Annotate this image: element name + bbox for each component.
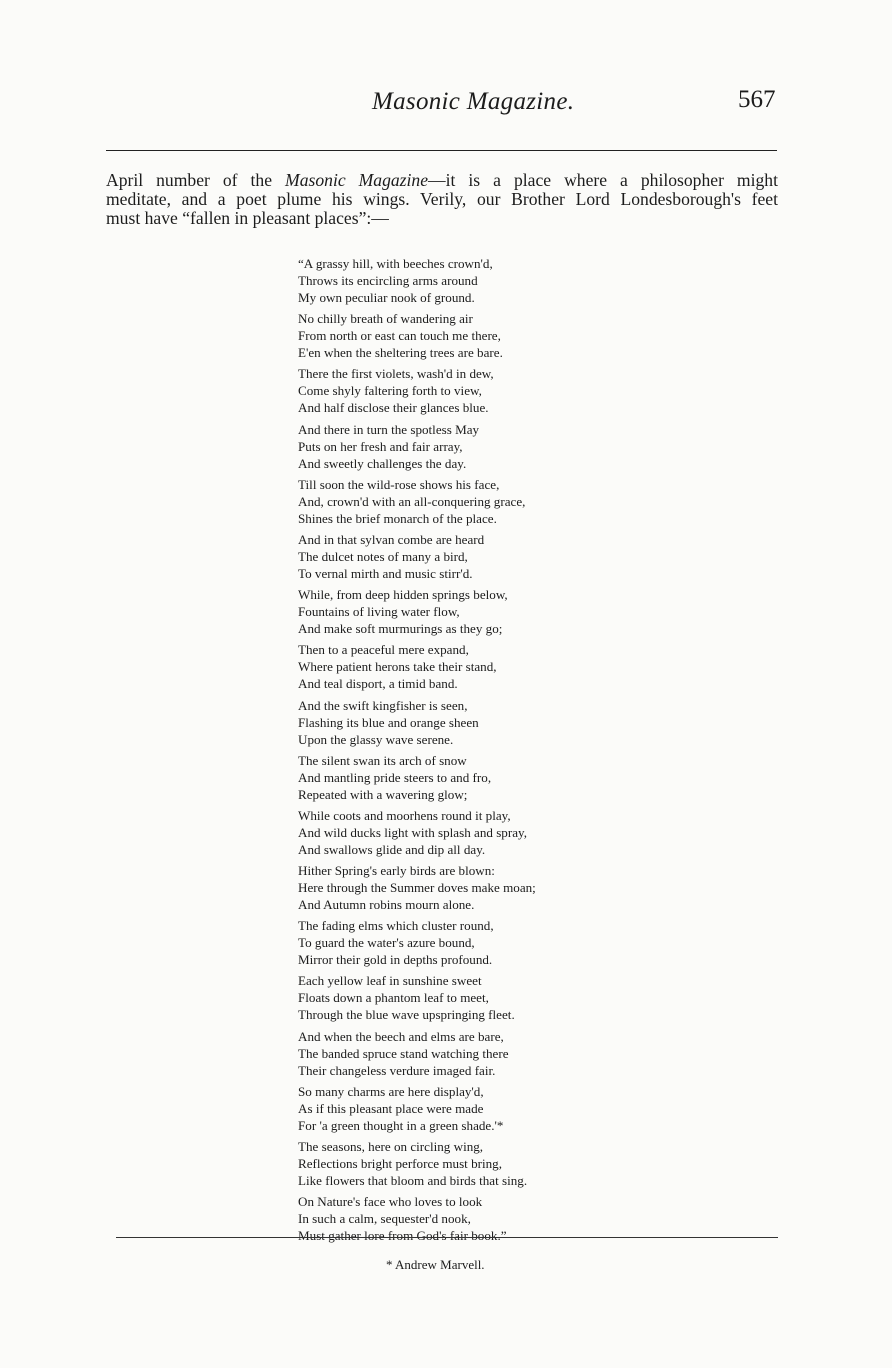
poem-line: As if this pleasant place were made bbox=[298, 1100, 484, 1116]
poem-line: While, from deep hidden springs below, bbox=[298, 587, 508, 603]
footnote: * Andrew Marvell. bbox=[386, 1257, 485, 1272]
poem-line: Here through the Summer doves make moan; bbox=[298, 880, 536, 896]
poem-line: “A grassy hill, with beeches crown'd, bbox=[298, 256, 493, 271]
poem-line: Reflections bright perforce must bring, bbox=[298, 1156, 502, 1171]
poem-line: Mirror their gold in depths profound. bbox=[298, 952, 493, 968]
poem-stanza bbox=[298, 421, 628, 472]
intro-line: meditate, and a poet plume his wings. Verily, our Brother Lord Londesborough's feet bbox=[106, 189, 778, 209]
poem-line: Must gather lore from God's fair book.” bbox=[298, 1228, 507, 1244]
poem-stanza bbox=[298, 641, 628, 692]
intro-line bbox=[106, 171, 778, 190]
poem-line: And when the beech and elms are bare, bbox=[298, 1028, 504, 1044]
page-number: 567 bbox=[738, 86, 776, 113]
poem-line: My own peculiar nook of ground. bbox=[298, 290, 475, 305]
poem-line: So many charms are here display'd, bbox=[298, 1083, 484, 1099]
poem-line: Like flowers that bloom and birds that sing. bbox=[298, 1173, 528, 1188]
magazine-title-italic: Masonic Magazine bbox=[285, 170, 429, 190]
poem-stanza bbox=[298, 972, 628, 1023]
page-header bbox=[0, 88, 892, 128]
poem-line: No chilly breath of wandering air bbox=[298, 311, 473, 327]
poem-stanza bbox=[298, 807, 628, 858]
poem-line: To vernal mirth and music stirr'd. bbox=[298, 565, 473, 581]
poem-line: Come shyly faltering forth to view, bbox=[298, 383, 482, 399]
poem-stanza bbox=[298, 586, 628, 637]
poem-line: E'en when the sheltering trees are bare. bbox=[298, 345, 503, 361]
poem-line: And the swift kingfisher is seen, bbox=[298, 697, 468, 713]
poem-line: While coots and moorhens round it play, bbox=[298, 807, 511, 823]
intro-text: —it is a place where a philosopher might bbox=[428, 170, 778, 190]
poem-line: And in that sylvan combe are heard bbox=[298, 531, 485, 547]
poem-stanza bbox=[298, 310, 628, 361]
poem-stanza bbox=[298, 1028, 628, 1079]
poem-line: Throws its encircling arms around bbox=[298, 273, 478, 288]
poem-stanza bbox=[298, 255, 628, 306]
poem-stanza bbox=[298, 476, 628, 527]
poem-line: And Autumn robins mourn alone. bbox=[298, 897, 475, 913]
poem-stanza bbox=[298, 1083, 628, 1134]
poem-line: Shines the brief monarch of the place. bbox=[298, 510, 497, 526]
poem-line: To guard the water's azure bound, bbox=[298, 935, 475, 951]
poem-line: And wild ducks light with splash and spray, bbox=[298, 824, 527, 840]
header-rule bbox=[106, 150, 777, 151]
poem-line: Each yellow leaf in sunshine sweet bbox=[298, 973, 482, 989]
poem-line: And half disclose their glances blue. bbox=[298, 400, 489, 416]
poem-line: And sweetly challenges the day. bbox=[298, 455, 467, 471]
poem-line: And teal disport, a timid band. bbox=[298, 676, 458, 692]
poem-line: Through the blue wave upspringing fleet. bbox=[298, 1007, 515, 1023]
poem-line: The banded spruce stand watching there bbox=[298, 1045, 509, 1061]
poem-line: Where patient herons take their stand, bbox=[298, 659, 497, 675]
poem-line: Puts on her fresh and fair array, bbox=[298, 438, 463, 454]
poem-stanza bbox=[298, 752, 628, 803]
poem-stanza bbox=[298, 862, 628, 913]
intro-paragraph bbox=[106, 171, 778, 228]
poem-line: The silent swan its arch of snow bbox=[298, 752, 467, 768]
poem-line: And swallows glide and dip all day. bbox=[298, 841, 486, 857]
poem-line: Then to a peaceful mere expand, bbox=[298, 642, 469, 658]
poem-line: In such a calm, sequester'd nook, bbox=[298, 1211, 471, 1227]
poem-stanza bbox=[298, 697, 628, 748]
poem-line: The dulcet notes of many a bird, bbox=[298, 548, 468, 564]
intro-line: must have “fallen in pleasant places”:— bbox=[106, 208, 389, 228]
poem-line: The fading elms which cluster round, bbox=[298, 918, 494, 934]
intro-text: April number of the bbox=[106, 170, 286, 190]
poem-line: Their changeless verdure imaged fair. bbox=[298, 1062, 496, 1078]
poem-line: Upon the glassy wave serene. bbox=[298, 731, 454, 747]
poem-stanza bbox=[298, 1138, 628, 1189]
poem-line: Floats down a phantom leaf to meet, bbox=[298, 990, 489, 1006]
poem-line: And, crown'd with an all-conquering grace, bbox=[298, 493, 526, 509]
poem-line: Hither Spring's early birds are blown: bbox=[298, 863, 495, 879]
poem-line: Till soon the wild-rose shows his face, bbox=[298, 476, 500, 492]
poem bbox=[298, 255, 628, 1248]
poem-line: And there in turn the spotless May bbox=[298, 421, 480, 437]
poem-line: Fountains of living water flow, bbox=[298, 604, 460, 620]
poem-stanza bbox=[298, 531, 628, 582]
poem-line: From north or east can touch me there, bbox=[298, 328, 501, 344]
poem-line: There the first violets, wash'd in dew, bbox=[298, 366, 494, 382]
poem-stanza bbox=[298, 365, 628, 416]
poem-line: Flashing its blue and orange sheen bbox=[298, 714, 479, 730]
poem-line: And make soft murmurings as they go; bbox=[298, 621, 503, 637]
poem-line: Repeated with a wavering glow; bbox=[298, 786, 468, 802]
running-title: Masonic Magazine. bbox=[372, 88, 575, 115]
poem-line: The seasons, here on circling wing, bbox=[298, 1139, 484, 1154]
footnote-rule bbox=[116, 1237, 778, 1238]
poem-line: On Nature's face who loves to look bbox=[298, 1194, 483, 1210]
poem-line: And mantling pride steers to and fro, bbox=[298, 769, 492, 785]
poem-line: For 'a green thought in a green shade.'* bbox=[298, 1117, 504, 1133]
poem-stanza bbox=[298, 917, 628, 968]
